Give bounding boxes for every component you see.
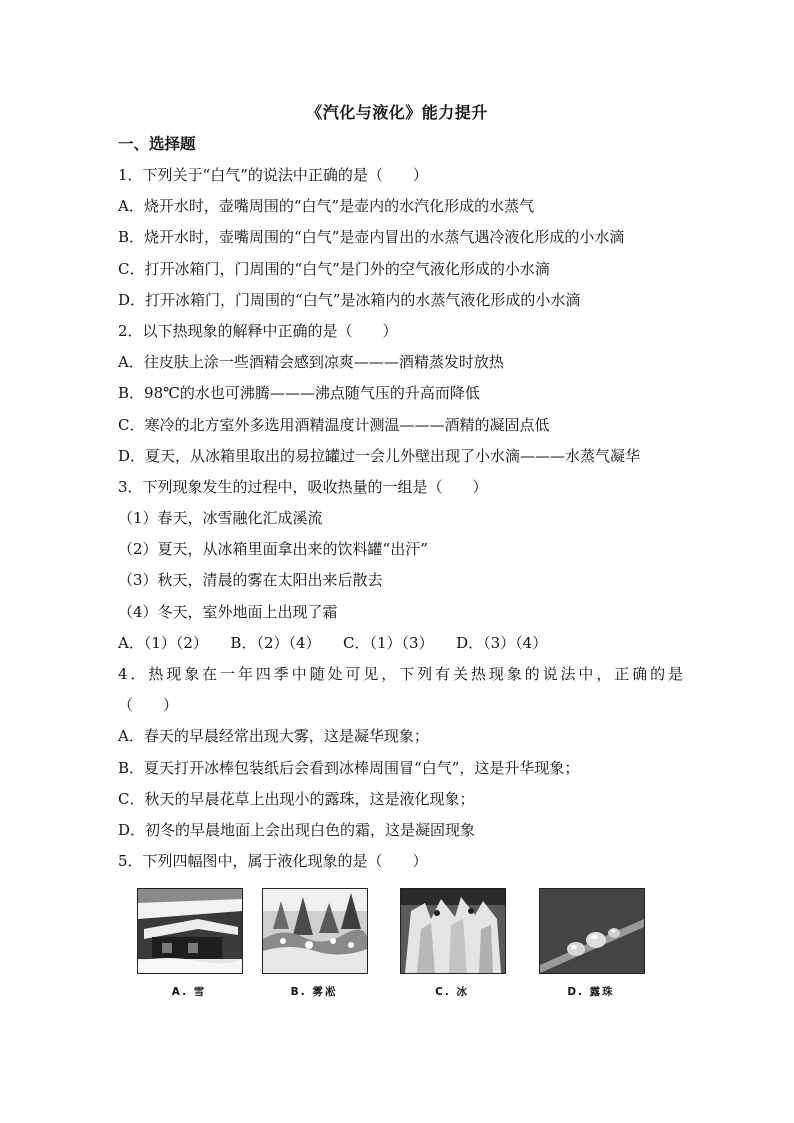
rime-trees-image bbox=[262, 888, 368, 974]
figure-a bbox=[137, 888, 249, 999]
q2-option-b: B．98℃的水也可沸腾———沸点随气压的升高而降低 bbox=[118, 384, 480, 403]
q1-option-a: A．烧开水时，壶嘴周围的“白气”是壶内的水汽化形成的水蒸气 bbox=[118, 197, 535, 216]
q4-option-a: A．春天的早晨经常出现大雾，这是凝华现象； bbox=[118, 727, 429, 746]
q3-item-1: （1）春天，冰雪融化汇成溪流 bbox=[118, 509, 323, 528]
q2-stem: 2．以下热现象的解释中正确的是（ ） bbox=[118, 321, 398, 340]
section-heading: 一、选择题 bbox=[118, 135, 196, 153]
q2-option-c: C．寒冷的北方室外多选用酒精温度计测温———酒精的凝固点低 bbox=[118, 415, 550, 434]
figure-b-caption: B. 雾凇 bbox=[290, 986, 338, 998]
q2-option-d: D．夏天，从冰箱里取出的易拉罐过一会儿外壁出现了小水滴———水蒸气凝华 bbox=[118, 446, 641, 465]
q4-option-b: B．夏天打开冰棒包装纸后会看到冰棒周围冒“白气”，这是升华现象； bbox=[118, 758, 580, 777]
q4-stem: 4．热现象在一年四季中随处可见，下列有关热现象的说法中，正确的是 bbox=[118, 665, 683, 683]
q1-stem: 1．下列关于“白气”的说法中正确的是（ ） bbox=[118, 166, 428, 184]
q5-figures bbox=[0, 888, 794, 1008]
q3-stem: 3．下列现象发生的过程中，吸收热量的一组是（ ） bbox=[118, 477, 488, 496]
q1-option-b: B．烧开水时，壶嘴周围的“白气”是壶内冒出的水蒸气遇冷液化形成的小水滴 bbox=[118, 228, 625, 247]
figure-a-caption: A. 雪 bbox=[171, 986, 207, 998]
q3-item-2: （2）夏天，从冰箱里面拿出来的饮料罐“出汗” bbox=[118, 540, 428, 559]
dew-drops-image bbox=[539, 888, 645, 974]
q4-stem-bracket: （ ） bbox=[118, 696, 179, 715]
figure-c bbox=[400, 888, 512, 999]
page-title: 《汽化与液化》能力提升 bbox=[306, 103, 488, 122]
q1-option-d: D．打开冰箱门，门周围的“白气”是冰箱内的水蒸气液化形成的小水滴 bbox=[118, 290, 581, 309]
q1-option-c: C．打开冰箱门，门周围的“白气”是门外的空气液化形成的小水滴 bbox=[118, 259, 550, 278]
q4-option-c: C．秋天的早晨花草上出现小的露珠，这是液化现象； bbox=[118, 789, 475, 808]
snow-house-image bbox=[137, 888, 243, 974]
ice-image bbox=[400, 888, 506, 974]
question-text bbox=[118, 163, 683, 880]
q5-stem: 5．下列四幅图中，属于液化现象的是（ ） bbox=[118, 852, 428, 871]
q3-options: A．（1）（2） B．（2）（4） C．（1）（3） D．（3）（4） bbox=[118, 633, 548, 652]
q4-option-d: D．初冬的早晨地面上会出现白色的霜，这是凝固现象 bbox=[118, 820, 476, 839]
q3-item-4: （4）冬天，室外地面上出现了霜 bbox=[118, 602, 338, 621]
figure-c-caption: C. 冰 bbox=[435, 986, 469, 998]
figure-b bbox=[262, 888, 374, 999]
q2-option-a: A．往皮肤上涂一些酒精会感到凉爽———酒精蒸发时放热 bbox=[118, 353, 504, 372]
figure-d-caption: D. 露珠 bbox=[567, 986, 615, 998]
figure-d bbox=[539, 888, 651, 999]
q3-item-3: （3）秋天，清晨的雾在太阳出来后散去 bbox=[118, 571, 383, 590]
